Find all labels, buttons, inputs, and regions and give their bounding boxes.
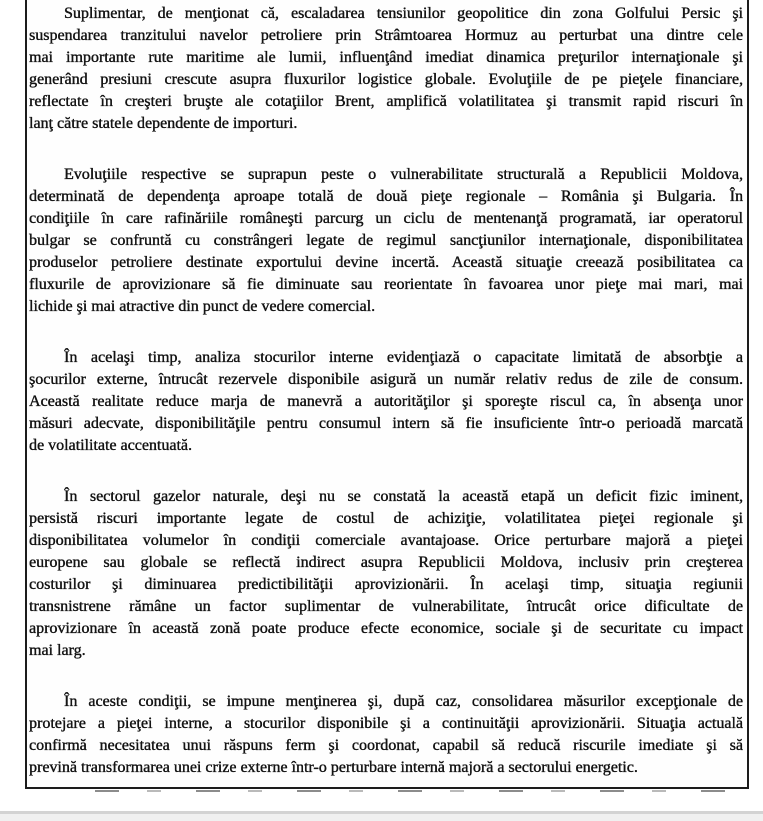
text-line: suspendarea tranzitului navelor petroliere prin Strâmtoarea Hormuz au perturbat una dintre cele (29, 27, 743, 44)
text-line: Suplimentar, de menţionat că, escaladarea tensiunilor geopolitice din zona Golfului Persic şi (64, 5, 743, 22)
window-bottom-edge (0, 811, 763, 821)
text-line: protejare a pieţei interne, a stocurilor disponibile şi a continuităţii aprovizionării. Situaţia actuală (29, 715, 743, 732)
text-line: lichide şi mai atractive din punct de vedere comercial. (29, 298, 376, 315)
text-line: produselor petroliere destinate exportului devine incertă. Această situaţie creează posibilitatea ca (29, 254, 743, 271)
paragraph (29, 347, 743, 457)
text-line: şocurilor externe, întrucât rezervele disponibile asigură un număr relativ redus de zile de consum. (29, 371, 743, 388)
text-line: costurilor şi diminuarea predictibilităţii aprovizionării. În acelaşi timp, situaţia regiunii (29, 576, 743, 593)
text-line: mai importante rute maritime ale lumii, influenţând imediat dinamica preţurilor internaţionale şi (29, 49, 743, 66)
paragraph (29, 3, 743, 135)
scan-artifact-smudge (95, 790, 745, 792)
text-line: transnistrene rămâne un factor suplimentar de vulnerabilitate, întrucât orice dificultate de (29, 598, 743, 615)
document-text-frame (25, 0, 749, 789)
paragraph (29, 691, 743, 779)
document-text-block (29, 3, 743, 779)
text-line: măsuri adecvate, disponibilităţile pentru consumul intern să fie insuficiente într-o perioadă marcată (29, 415, 743, 432)
paragraph (29, 164, 743, 318)
text-line: confirmă necesitatea unui răspuns ferm şi coordonat, capabil să reducă riscurile imediate şi să (29, 737, 743, 754)
text-line: prevină transformarea unei crize externe într-o perturbare internă majoră a sectorului energetic. (29, 759, 638, 776)
paragraph (29, 486, 743, 662)
text-line: mai larg. (29, 642, 86, 659)
text-line: disponibilitatea volumelor în condiţii comerciale avantajoase. Orice perturbare majoră a pieţei (29, 532, 743, 549)
text-line: determinată de dependenţa aproape totală de două pieţe regionale – România şi Bulgaria. În (29, 188, 743, 205)
text-line: Evoluţiile respective se suprapun peste o vulnerabilitate structurală a Republicii Moldova, (64, 166, 743, 183)
text-line: reflectate în creşteri bruşte ale cotaţiilor Brent, amplifică volatilitatea şi transmit rapid riscuri în (29, 93, 743, 110)
text-line: În aceste condiţii, se impune menţinerea şi, după caz, consolidarea măsurilor excepţionale de (64, 693, 743, 710)
text-line: Această realitate reduce marja de manevră a autorităţilor şi sporeşte riscul ca, în absenţa unor (29, 393, 743, 410)
text-line: condiţiile în care rafinăriile româneşti parcurg un ciclu de mentenanţă programată, iar operatorul (29, 210, 743, 227)
text-line: bulgar se confruntă cu constrângeri legate de regimul sancţiunilor internaţionale, disponibilitatea (29, 232, 743, 249)
text-line: În acelaşi timp, analiza stocurilor interne evidenţiază o capacitate limitată de absorbţie a (64, 349, 743, 366)
text-line: de volatilitate accentuată. (29, 437, 193, 454)
text-line: europene sau globale se reflectă indirect asupra Republicii Moldova, inclusiv prin creşterea (29, 554, 743, 571)
text-line: fluxurile de aprovizionare să fie diminuate sau reorientate în favoarea unor pieţe mai mari, mai (29, 276, 743, 293)
text-line: persistă riscuri importante legate de costul de achiziţie, volatilitatea pieţei regionale şi (29, 510, 743, 527)
text-line: lanţ către statele dependente de importuri. (29, 115, 298, 132)
text-line: generând presiuni crescute asupra fluxurilor logistice globale. Evoluţiile de pe pieţele financiare, (29, 71, 743, 88)
text-line: În sectorul gazelor naturale, deşi nu se constată la această etapă un deficit fizic iminent, (64, 488, 743, 505)
text-line: aprovizionare în această zonă poate produce efecte economice, sociale şi de securitate cu impact (29, 620, 743, 637)
